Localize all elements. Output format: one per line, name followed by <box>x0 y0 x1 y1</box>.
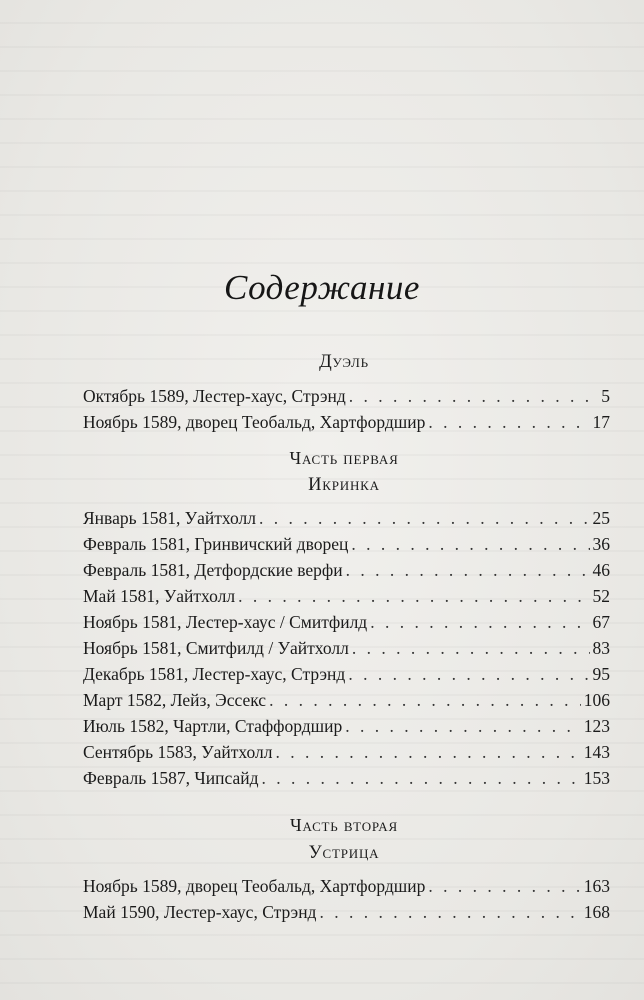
toc-entry-page: 123 <box>583 716 610 736</box>
toc-entry-page: 83 <box>592 638 610 658</box>
toc-entry <box>83 532 610 556</box>
toc-entry-label: Июль 1582, Чартли, Стаффордшир <box>83 716 343 736</box>
toc-leader-dots <box>238 584 589 608</box>
toc-entry-label: Ноябрь 1589, дворец Теобальд, Хартфордшир <box>83 412 426 432</box>
toc-entry-label: Октябрь 1589, Лестер-хаус, Стрэнд <box>83 386 346 406</box>
toc-entry-label: Март 1582, Лейз, Эссекс <box>83 690 267 710</box>
toc-entry-page: 5 <box>601 386 610 406</box>
toc-entry-page: 168 <box>583 902 610 922</box>
toc-leader-dots <box>352 636 590 660</box>
toc-entry-label: Январь 1581, Уайтхолл <box>83 508 256 528</box>
prologue-heading: Дуэль <box>319 352 369 372</box>
toc-entry-page: 25 <box>592 508 610 528</box>
toc-entry <box>83 740 610 764</box>
part-one-heading: Икринка <box>308 475 380 495</box>
toc-entry-label: Февраль 1587, Чипсайд <box>83 768 259 788</box>
toc-leader-dots <box>345 714 581 738</box>
toc-leader-dots <box>262 766 581 790</box>
toc-entry <box>83 506 610 530</box>
toc-entry-page: 46 <box>592 560 610 580</box>
part-one-label: Часть первая <box>289 448 399 468</box>
toc-entry-label: Ноябрь 1589, дворец Теобальд, Хартфордшир <box>83 876 426 896</box>
toc-leader-dots <box>428 410 589 434</box>
toc-entry <box>83 584 610 608</box>
toc-entry-label: Май 1590, Лестер-хаус, Стрэнд <box>83 902 317 922</box>
part-two-heading: Устрица <box>308 843 380 863</box>
toc-leader-dots <box>428 874 580 898</box>
toc-leader-dots <box>275 740 580 764</box>
toc-entry-label: Февраль 1581, Детфордские верфи <box>83 560 343 580</box>
toc-entry-label: Ноябрь 1581, Смитфилд / Уайтхолл <box>83 638 349 658</box>
toc-entry-page: 67 <box>592 612 610 632</box>
toc-entry <box>83 714 610 738</box>
toc-entry <box>83 410 610 434</box>
toc-leader-dots <box>348 662 589 686</box>
toc-entry-page: 17 <box>592 412 610 432</box>
part-two-label: Часть вторая <box>290 815 398 835</box>
page-title: Содержание <box>224 268 420 307</box>
toc-entry <box>83 874 610 898</box>
toc-leader-dots <box>370 610 589 634</box>
toc-entry-label: Декабрь 1581, Лестер-хаус, Стрэнд <box>83 664 346 684</box>
toc-entry-label: Май 1581, Уайтхолл <box>83 586 236 606</box>
toc-leader-dots <box>269 688 581 712</box>
toc-entry <box>83 558 610 582</box>
toc-entry-page: 106 <box>583 690 610 710</box>
toc-leader-dots <box>349 384 598 408</box>
toc-entry <box>83 688 610 712</box>
toc-entry-label: Февраль 1581, Гринвичский дворец <box>83 534 349 554</box>
toc-leader-dots <box>259 506 590 530</box>
toc-entry <box>83 636 610 660</box>
toc-entry-page: 143 <box>583 742 610 762</box>
toc-entry-page: 36 <box>592 534 610 554</box>
toc-leader-dots <box>346 558 590 582</box>
toc-entry-page: 52 <box>592 586 610 606</box>
toc-entry <box>83 610 610 634</box>
toc-entry <box>83 662 610 686</box>
toc-entry-page: 153 <box>583 768 610 788</box>
toc-entry <box>83 384 610 408</box>
toc-entry-label: Сентябрь 1583, Уайтхолл <box>83 742 273 762</box>
toc-leader-dots <box>319 900 580 924</box>
toc-entry-label: Ноябрь 1581, Лестер-хаус / Смитфилд <box>83 612 368 632</box>
toc-entry-page: 163 <box>583 876 610 896</box>
toc-entry <box>83 900 610 924</box>
toc-entry-page: 95 <box>592 664 610 684</box>
toc-entry <box>83 766 610 790</box>
toc-leader-dots <box>351 532 589 556</box>
